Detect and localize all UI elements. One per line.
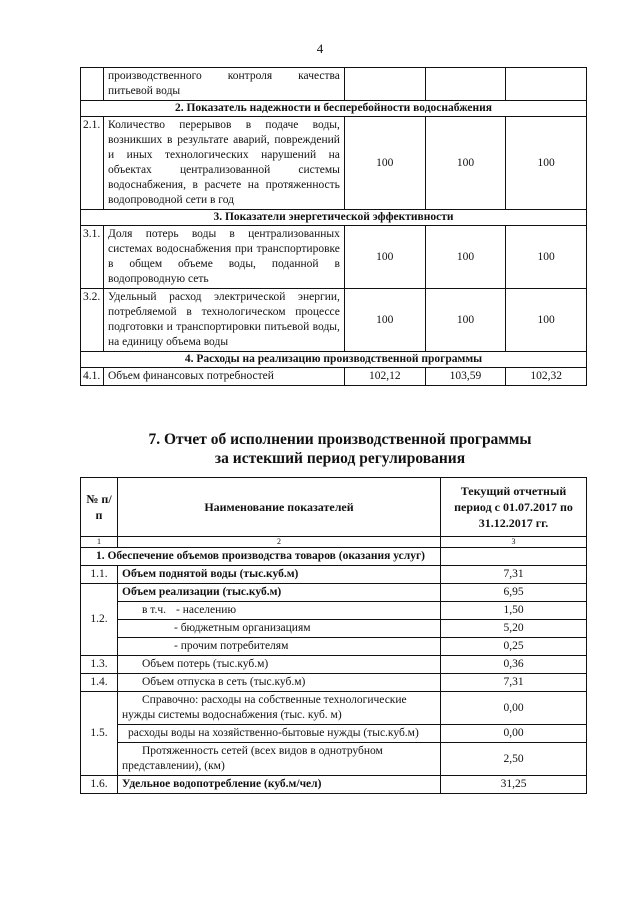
table-row [81,584,587,602]
value-cell: 2,50 [441,743,587,776]
row-name: Объем финансовых потребностей [103,368,344,386]
table-row [81,602,587,620]
row-number: 2.1. [81,117,104,210]
row-label: - населению [176,604,237,616]
value-cell: 0,00 [441,692,587,725]
row-name: Протяженность сетей (всех видов в однотрубном представлении), (км) [118,743,441,776]
row-number: 1.5. [81,692,118,776]
row-number: 4.1. [81,368,104,386]
row-name: расходы воды на хозяйственно-бытовые нужды (тыс.куб.м) [118,725,441,743]
row-name: Объем потерь (тыс.куб.м) [118,656,441,674]
value-cell: 31,25 [441,776,587,794]
row-number: 3.2. [81,289,104,352]
row-number: 1.3. [81,656,118,674]
row-name: производственного контроля качества питьевой воды [103,68,344,101]
value-cell: 103,59 [425,368,506,386]
row-prefix: в т.ч. [142,604,166,616]
row-number: 1.1. [81,566,118,584]
section-row [81,352,587,368]
section-heading: 4. Расходы на реализацию производственной программы [81,352,587,368]
row-name [118,602,441,620]
value-cell: 7,31 [441,566,587,584]
value-cell: 0,36 [441,656,587,674]
row-number: 3.1. [81,226,104,289]
title-line: за истекший период регулирования [214,450,466,467]
index-cell: 3 [441,537,587,548]
table-row [81,638,587,656]
section-7-title [0,430,640,468]
table-row [81,368,587,386]
row-name: Справочно: расходы на собственные технологические нужды системы водоснабжения (тыс. куб. м) [118,692,441,725]
value-cell: 100 [425,289,506,352]
row-number: 1.6. [81,776,118,794]
row-name: Количество перерывов в подаче воды, возникших в результате аварий, повреждений и иных технологических нарушений на объектах централизованной системы водоснабжения, в расчете на протяженность водопроводной сети в год [103,117,344,210]
value-cell: 5,20 [441,620,587,638]
table-row [81,117,587,210]
value-cell: 100 [425,117,506,210]
report-table [80,477,587,794]
index-cell: 1 [81,537,118,548]
row-number: 1.2. [81,584,118,656]
table-row [81,656,587,674]
row-name: Объем отпуска в сеть (тыс.куб.м) [118,674,441,692]
indicators-table [80,67,587,386]
value-cell: 100 [506,117,587,210]
row-name: Удельный расход электрической энергии, потребляемой в технологическом процессе подготовки и транспортировки питьевой воды, на единицу объема воды [103,289,344,352]
table-row [81,692,587,725]
value-cell: 100 [344,226,425,289]
row-name: Объем реализации (тыс.куб.м) [118,584,441,602]
table-row [81,620,587,638]
value-cell: 100 [344,289,425,352]
table-row [81,725,587,743]
row-name: Объем поднятой воды (тыс.куб.м) [118,566,441,584]
index-cell: 2 [118,537,441,548]
table-row [81,68,587,101]
value-cell: 1,50 [441,602,587,620]
value-cell: 0,25 [441,638,587,656]
row-name: Удельное водопотребление (куб.м/чел) [118,776,441,794]
value-cell: 100 [425,226,506,289]
value-cell: 100 [344,117,425,210]
table-row [81,566,587,584]
value-cell: 7,31 [441,674,587,692]
table-row [81,674,587,692]
header-row [81,478,587,537]
value-cell: 102,12 [344,368,425,386]
col-header-name: Наименование показателей [118,478,441,537]
table-row [81,743,587,776]
section-row [81,210,587,226]
col-header-number: № п/п [81,478,118,537]
row-name: - бюджетным организациям [118,620,441,638]
section-row [81,548,587,566]
table-row [81,226,587,289]
index-row [81,537,587,548]
row-name: - прочим потребителям [118,638,441,656]
table-row [81,289,587,352]
row-name: Доля потерь воды в централизованных системах водоснабжения при транспортировке в общем объеме воды, поданной в водопроводную сеть [103,226,344,289]
section-row [81,101,587,117]
table-row [81,776,587,794]
section-heading: 1. Обеспечение объемов производства товаров (оказания услуг) [81,548,441,566]
value-cell: 0,00 [441,725,587,743]
page-number: 4 [316,41,324,56]
row-number: 1.4. [81,674,118,692]
value-cell: 6,95 [441,584,587,602]
section-heading: 2. Показатель надежности и бесперебойности водоснабжения [81,101,587,117]
value-cell: 102,32 [506,368,587,386]
section-heading: 3. Показатели энергетической эффективности [81,210,587,226]
col-header-period: Текущий отчетный период с 01.07.2017 по 31.12.2017 гг. [441,478,587,537]
title-line: 7. Отчет об исполнении производственной программы [148,431,532,448]
value-cell: 100 [506,226,587,289]
value-cell: 100 [506,289,587,352]
